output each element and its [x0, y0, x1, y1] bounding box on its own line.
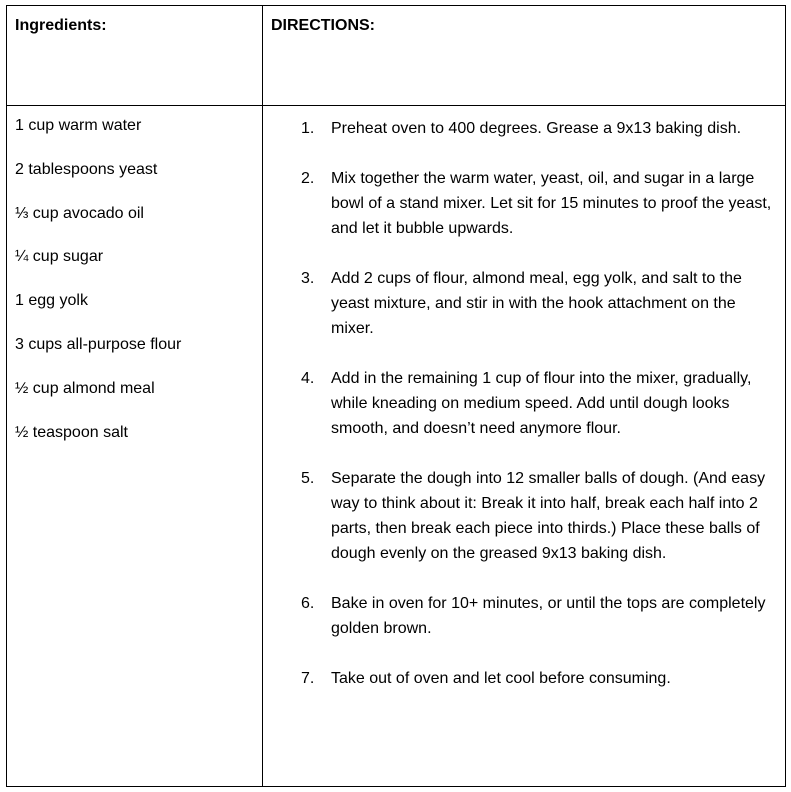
ingredient-item: 1 egg yolk — [15, 292, 88, 310]
ingredient-item: ¼ cup sugar — [15, 248, 104, 266]
recipe-table — [6, 5, 786, 787]
ingredient-item: ⅓ cup avocado oil — [15, 204, 144, 222]
directions-header: DIRECTIONS: — [263, 6, 786, 106]
direction-step — [263, 366, 785, 441]
step-text: Mix together the warm water, yeast, oil, and sugar in a large bowl of a stand mixer. Let sit for 15 minutes to proof the yeast, and let it bubble upwards. — [331, 170, 772, 237]
direction-step — [263, 466, 785, 566]
header-row — [7, 6, 786, 106]
step-number: 1. — [301, 120, 315, 137]
step-number: 3. — [301, 270, 315, 287]
directions-cell — [263, 106, 786, 787]
step-text: Add in the remaining 1 cup of flour into the mixer, gradually, while kneading on medium speed. Add until dough looks smooth, and doesn’t need anymore flour. — [331, 370, 752, 437]
step-number: 6. — [301, 595, 315, 612]
ingredients-header: Ingredients: — [7, 6, 263, 106]
direction-step — [263, 116, 785, 141]
step-text: Preheat oven to 400 degrees. Grease a 9x13 baking dish. — [331, 120, 742, 137]
step-text: Separate the dough into 12 smaller balls of dough. (And easy way to think about it: Break it into half, break each half into 2 parts, then break each piece into thirds.) Place these balls of dough evenly on the greased 9x13 baking dish. — [331, 470, 766, 562]
ingredient-item: 2 tablespoons yeast — [15, 160, 158, 178]
step-text: Take out of oven and let cool before consuming. — [331, 670, 671, 687]
step-number: 5. — [301, 470, 315, 487]
direction-step — [263, 166, 785, 241]
ingredient-item: 1 cup warm water — [15, 117, 142, 134]
directions-list — [263, 106, 785, 691]
step-number: 7. — [301, 670, 315, 687]
body-row — [7, 106, 786, 787]
ingredient-item: ½ teaspoon salt — [15, 423, 128, 441]
direction-step — [263, 666, 785, 691]
step-text: Bake in oven for 10+ minutes, or until the tops are completely golden brown. — [331, 595, 766, 637]
step-number: 4. — [301, 370, 315, 387]
ingredient-item: 3 cups all-purpose flour — [15, 335, 182, 353]
direction-step — [263, 591, 785, 641]
ingredients-list — [15, 106, 262, 442]
step-number: 2. — [301, 170, 315, 187]
ingredients-cell — [7, 106, 263, 787]
step-text: Add 2 cups of flour, almond meal, egg yolk, and salt to the yeast mixture, and stir in with the hook attachment on the mixer. — [331, 270, 742, 337]
direction-step — [263, 266, 785, 341]
ingredient-item: ½ cup almond meal — [15, 379, 155, 397]
